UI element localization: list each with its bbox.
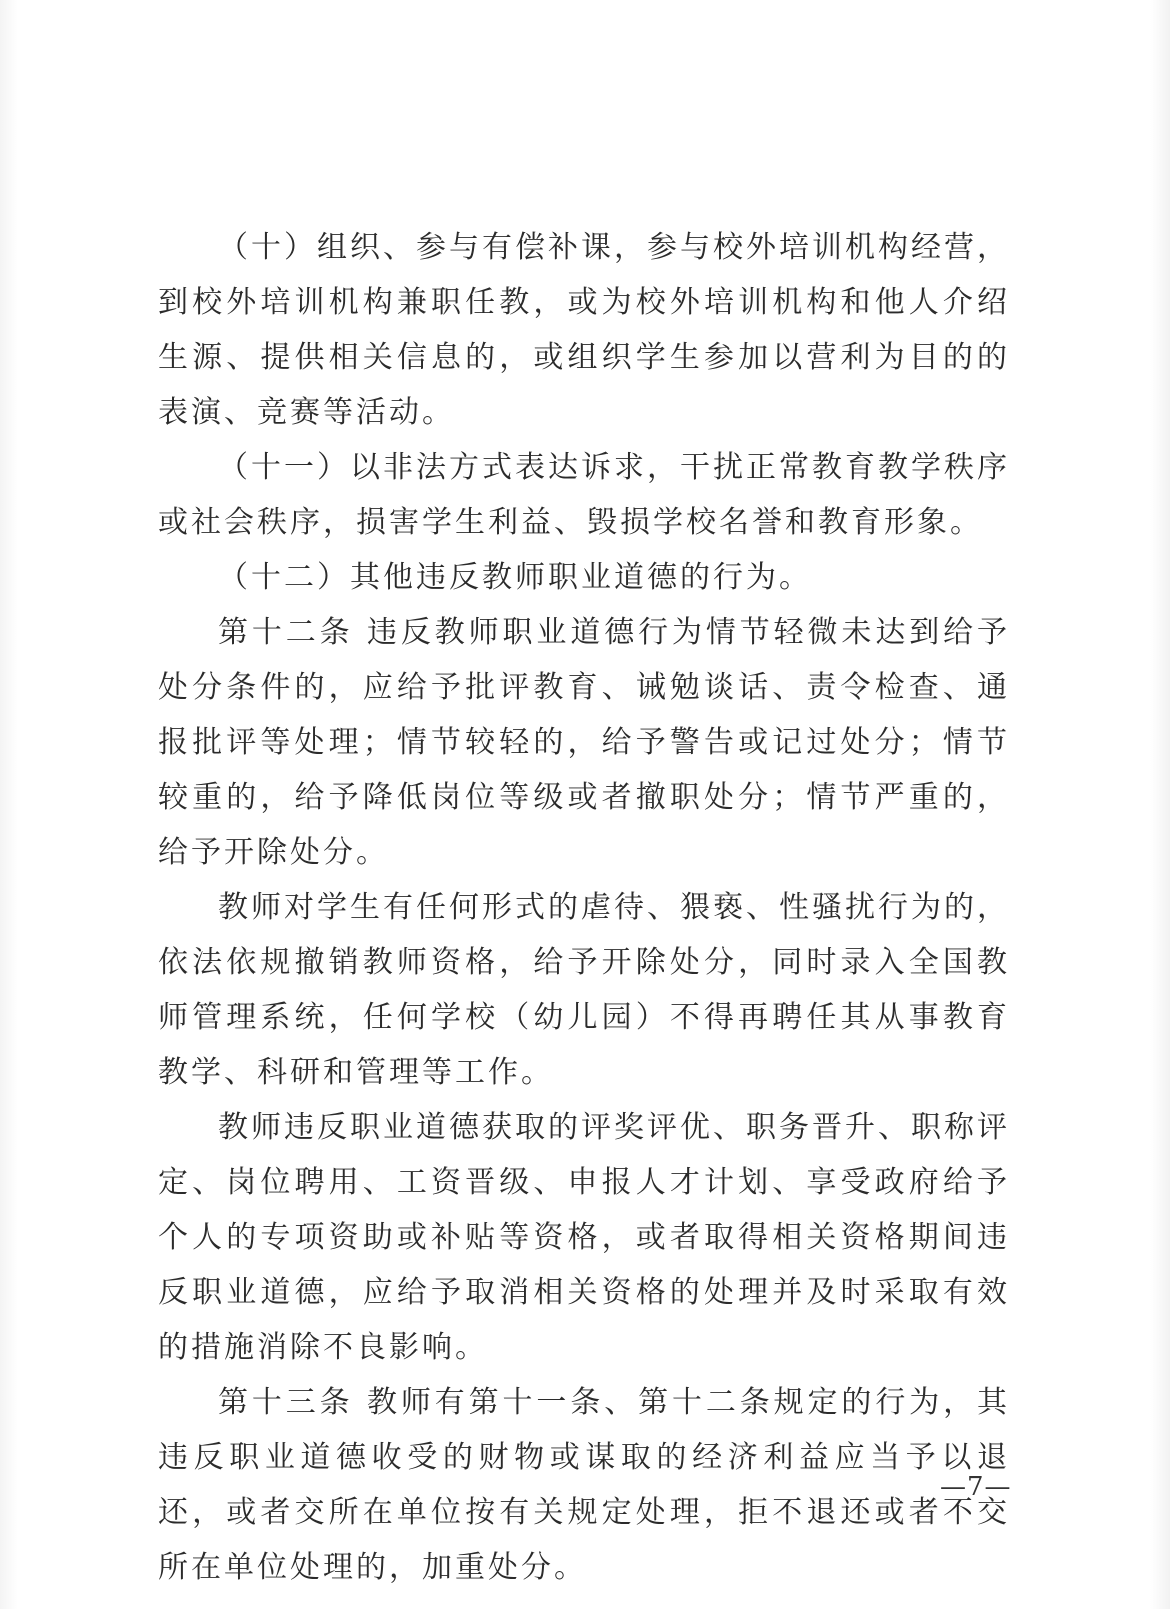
paragraph-item-12: （十二）其他违反教师职业道德的行为。 [218, 560, 812, 595]
paragraph-abuse-clause: 教师对学生有任何形式的虐待、猥亵、性骚扰行为的，依法依规撤销教师资格，给予开除处分，同时录入全国教师管理系统，任何学校（幼儿园）不得再聘任其从事教育教学、科研和管理等工作。 [158, 890, 1010, 1090]
paragraph-item-10: （十）组织、参与有偿补课，参与校外培训机构经营，到校外培训机构兼职任教，或为校外培训机构和他人介绍生源、提供相关信息的，或组织学生参加以营利为目的的表演、竞赛等活动。 [158, 230, 1010, 430]
paragraph-article-13: 第十三条 教师有第十一条、第十二条规定的行为，其违反职业道德收受的财物或谋取的经济利益应当予以退还，或者交所在单位按有关规定处理，拒不退还或者不交所在单位处理的，加重处分。 [158, 1385, 1010, 1585]
paragraph-qualification-clause: 教师违反职业道德获取的评奖评优、职务晋升、职称评定、岗位聘用、工资晋级、申报人才计划、享受政府给予个人的专项资助或补贴等资格，或者取得相关资格期间违反职业道德，应给予取消相关资格的处理并及时采取有效的措施消除不良影响。 [158, 1110, 1010, 1365]
paragraph-item-11: （十一）以非法方式表达诉求，干扰正常教育教学秩序或社会秩序，损害学生利益、毁损学校名誉和教育形象。 [158, 450, 1010, 540]
paragraph-article-12: 第十二条 违反教师职业道德行为情节轻微未达到给予处分条件的，应给予批评教育、诫勉谈话、责令检查、通报批评等处理；情节较轻的，给予警告或记过处分；情节较重的，给予降低岗位等级或者撤职处分；情节严重的，给予开除处分。 [158, 615, 1010, 870]
document-body [158, 220, 1010, 1595]
page-number: —7— [940, 1472, 1012, 1502]
